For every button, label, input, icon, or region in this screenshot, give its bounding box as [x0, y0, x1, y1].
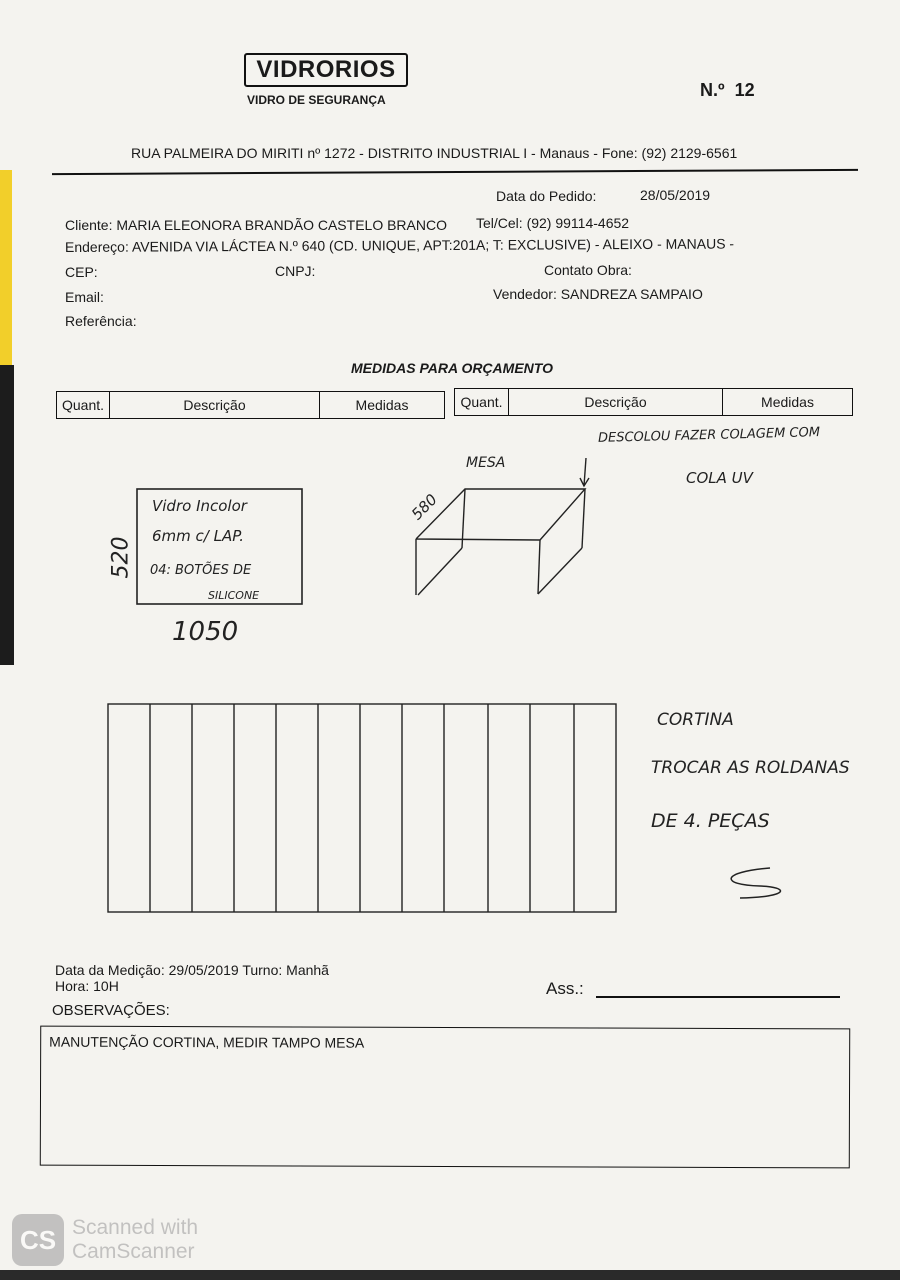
glass-note-line4: SILICONE	[208, 589, 260, 602]
email-label: Email:	[65, 289, 104, 305]
col-description-left: Descrição	[110, 392, 320, 418]
glass-height: 520	[108, 536, 134, 579]
logo-text: VIDRORIOS	[256, 56, 396, 83]
repair-note-line1: DESCOLOU FAZER COLAGEM COM	[597, 425, 821, 446]
table-sketch	[416, 458, 589, 595]
company-address: RUA PALMEIRA DO MIRITI nº 1272 - DISTRITO INDUSTRIAL I - Manaus - Fone: (92) 2129-6561	[131, 145, 738, 161]
cep-label: CEP:	[65, 264, 98, 280]
signature-label: Ass.:	[546, 979, 584, 998]
measures-title: MEDIDAS PARA ORÇAMENTO	[351, 360, 553, 376]
repair-note-line2: COLA UV	[686, 469, 753, 487]
col-description-right: Descrição	[509, 389, 723, 415]
seller-line: Vendedor: SANDREZA SAMPAIO	[493, 286, 703, 302]
glass-width: 1050	[172, 617, 239, 647]
order-date-value: 28/05/2019	[640, 187, 711, 203]
measure-time-line: Hora: 10H	[55, 978, 119, 994]
number-label: N.º	[700, 80, 725, 100]
observations-box	[40, 1026, 850, 1169]
col-measures-right: Medidas	[761, 394, 814, 410]
watermark-line2: CamScanner	[72, 1240, 195, 1263]
curtain-sketch	[108, 704, 616, 912]
table-depth: 580	[407, 490, 441, 524]
order-date-label: Data do Pedido:	[496, 188, 597, 204]
number-value: 12	[734, 80, 755, 100]
cnpj-label: CNPJ:	[275, 263, 316, 279]
curtain-note-line3: DE 4. PEÇAS	[651, 810, 770, 832]
squiggle-mark	[731, 868, 780, 898]
signature-line	[596, 996, 840, 998]
watermark-line1: Scanned with	[72, 1216, 199, 1239]
observations-label: OBSERVAÇÕES:	[52, 1002, 170, 1019]
phone-line: Tel/Cel: (92) 99114-4652	[476, 215, 630, 231]
reference-label: Referência:	[65, 313, 137, 329]
col-quant-right: Quant.	[455, 389, 509, 415]
address-line: Endereço: AVENIDA VIA LÁCTEA N.º 640 (CD. UNIQUE, APT:201A; T: EXCLUSIVE) - ALEIXO - MANAUS -	[64, 235, 735, 255]
col-measures-left: Medidas	[355, 397, 409, 413]
curtain-note-line2: TROCAR AS ROLDANAS	[651, 758, 850, 778]
glass-note-line3: 04: BOTÕES DE	[150, 563, 252, 578]
curtain-note-line1: CORTINA	[657, 710, 734, 730]
contact-label: Contato Obra:	[544, 262, 632, 278]
logo-subtitle: VIDRO DE SEGURANÇA	[247, 93, 386, 107]
camscanner-watermark	[12, 1214, 198, 1266]
scan-bottom-edge	[0, 1270, 900, 1280]
client-line: Cliente: MARIA ELEONORA BRANDÃO CASTELO BRANCO	[65, 217, 447, 233]
table-label: MESA	[466, 455, 506, 471]
observations-text: MANUTENÇÃO CORTINA, MEDIR TAMPO MESA	[49, 1033, 365, 1051]
glass-note-line2: 6mm c/ LAP.	[152, 527, 244, 545]
glass-note-line1: Vidro Incolor	[152, 497, 247, 515]
measure-date-line: Data da Medição: 29/05/2019 Turno: Manhã	[55, 962, 329, 978]
camscanner-logo: CS	[12, 1214, 64, 1266]
col-quant-left: Quant.	[57, 392, 110, 418]
